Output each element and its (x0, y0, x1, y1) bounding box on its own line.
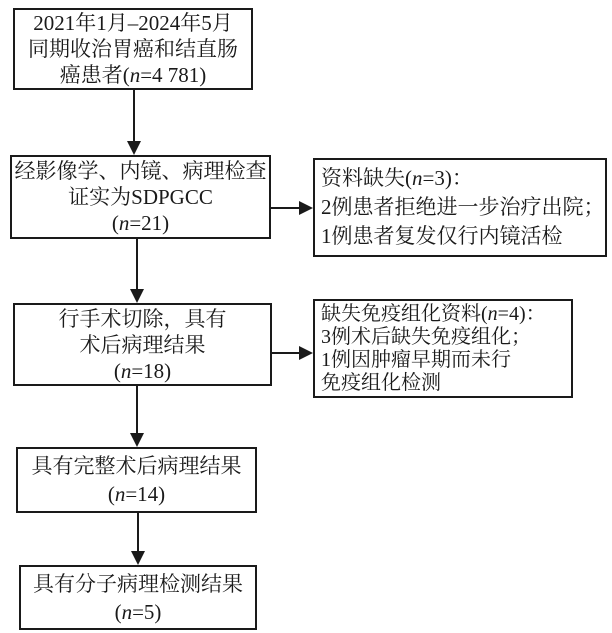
right-arrow-shaft-2 (272, 352, 299, 354)
exclusion-box-missing-data (313, 158, 607, 257)
box-text-line: 免疫组化检测 (321, 371, 441, 394)
box-text-line: 行手术切除，具有 (58, 306, 227, 331)
down-arrow-shaft-4 (137, 513, 139, 551)
right-arrow-shaft-1 (271, 207, 299, 209)
down-arrow-shaft-3 (136, 386, 138, 433)
down-arrow-shaft-1 (133, 90, 135, 141)
down-arrowhead-icon (127, 141, 141, 155)
box-text-line: 经影像学、内镜、病理检查 (14, 159, 267, 183)
box-text-line: 具有完整术后病理结果 (31, 454, 242, 478)
exclusion-box-missing-ihc (313, 299, 573, 398)
down-arrowhead-icon (130, 433, 144, 447)
box-text-line: 3例术后缺失免疫组化； (321, 325, 531, 348)
box-text-line: (n=14) (107, 482, 166, 506)
box-text-line: 缺失免疫组化资料(n=4)： (321, 302, 546, 325)
right-arrowhead-icon (299, 346, 313, 360)
box-text-line: 资料缺失(n=3)： (321, 166, 473, 190)
box-text-line: 1例患者复发仅行内镜活检 (321, 224, 563, 248)
box-text-line: 2例患者拒绝进一步治疗出院； (321, 195, 605, 219)
box-text-line: 1例因肿瘤早期而未行 (321, 348, 511, 371)
flow-box-sdpgcc-confirmed (10, 155, 271, 239)
box-text-line: 术后病理结果 (79, 332, 206, 357)
box-text-line: (n=5) (114, 599, 162, 624)
box-text-line: 癌患者(n=4 781) (59, 63, 207, 87)
box-text-line: 2021年1月–2024年5月 (33, 11, 233, 35)
down-arrowhead-icon (130, 289, 144, 303)
right-arrowhead-icon (299, 201, 313, 215)
flow-box-cohort (13, 8, 253, 90)
box-text-line: 同期收治胃癌和结直肠 (28, 37, 238, 61)
flow-box-molecular-pathology (19, 565, 257, 630)
box-text-line: (n=18) (113, 358, 172, 383)
down-arrow-shaft-2 (136, 239, 138, 289)
flow-box-surgical-resection (13, 303, 272, 386)
flow-box-complete-pathology (16, 447, 257, 513)
box-text-line: 具有分子病理检测结果 (33, 571, 243, 596)
box-text-line: 证实为SDPGCC (68, 185, 213, 209)
box-text-line: (n=21) (111, 211, 170, 235)
down-arrowhead-icon (131, 551, 145, 565)
